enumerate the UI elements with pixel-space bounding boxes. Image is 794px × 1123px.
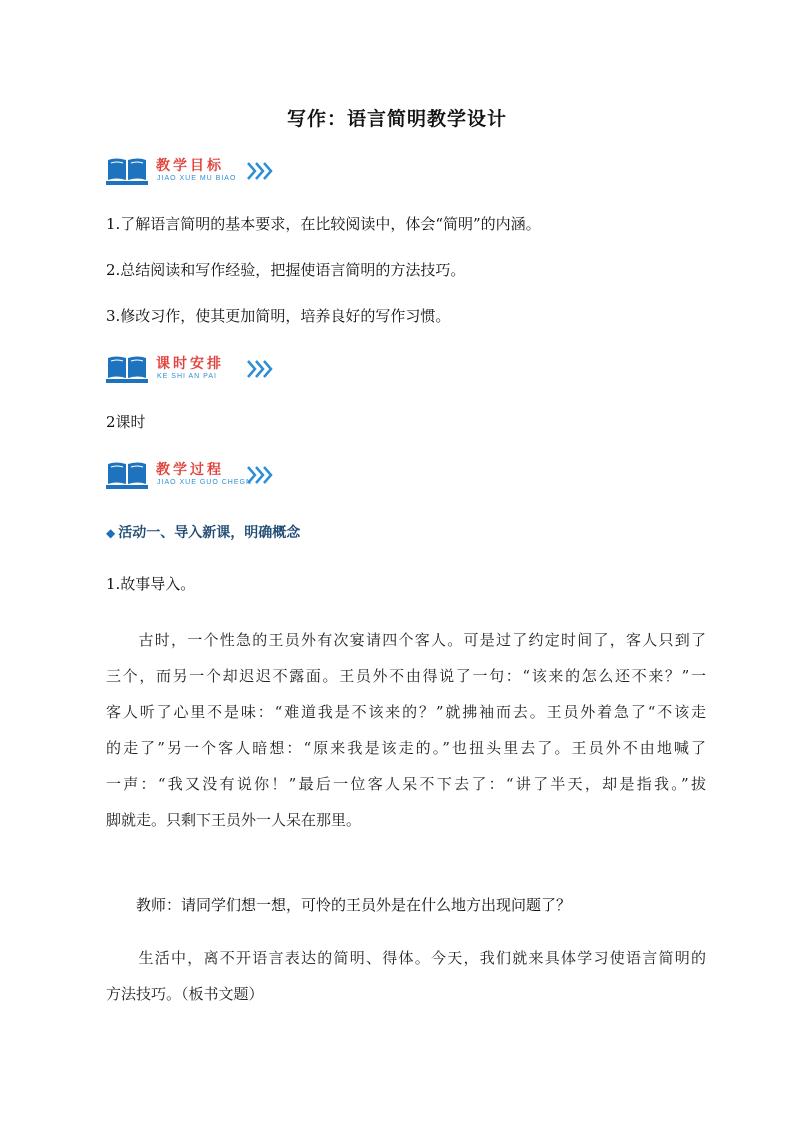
section-header-process — [106, 458, 276, 494]
open-book-icon — [106, 460, 148, 490]
story-line: 的走了”另一个客人暗想：“原来我是该走的。”也扭头里去了。王员外不由地喊了 — [106, 739, 706, 757]
page-title: 写作：语言简明教学设计 — [286, 108, 507, 130]
story-line: 三个，而另一个却迟迟不露面。王员外不由得说了一句：“该来的怎么还不来？”一 — [106, 667, 706, 685]
diamond-bullet-icon: ◆ — [106, 526, 116, 540]
open-book-icon — [106, 156, 148, 186]
story-paragraph — [106, 622, 706, 838]
section-header-schedule — [106, 352, 276, 388]
section-subtitle: JIAO XUE GUO CHEGN — [157, 479, 253, 486]
story-line: 客人听了心里不是味：“难道我是不该来的？”就拂袖而去。王员外着急了“不该走 — [106, 703, 706, 721]
story-line: 古时，一个性急的王员外有次宴请四个客人。可是过了约定时间了，客人只到了 — [106, 631, 706, 649]
teacher-question: 教师：请同学们想一想，可怜的王员外是在什么地方出现问题了？ — [106, 896, 572, 914]
section-subtitle: JIAO XUE MU BIAO — [157, 175, 237, 182]
closing-paragraph — [106, 940, 706, 1012]
section-title: 课时安排 — [156, 356, 224, 372]
closing-line: 生活中，离不开语言表达的简明、得体。今天，我们就来具体学习使语言简明的 — [106, 949, 706, 967]
goal-item: 3.修改习作，使其更加简明，培养良好的写作习惯。 — [106, 307, 451, 325]
step-heading: 1.故事导入。 — [106, 575, 196, 593]
chevron-right-icon — [246, 160, 274, 182]
open-book-icon — [106, 354, 148, 384]
closing-line: 方法技巧。（板书文题） — [106, 985, 264, 1003]
goal-item: 1.了解语言简明的基本要求，在比较阅读中，体会“简明”的内涵。 — [106, 215, 541, 233]
story-line: 一声：“我又没有说你！”最后一位客人呆不下去了：“讲了半天，却是指我。”拔 — [106, 775, 706, 793]
story-line: 脚就走。只剩下王员外一人呆在那里。 — [106, 811, 362, 829]
schedule-text: 2课时 — [106, 413, 146, 431]
activity-heading — [106, 522, 300, 542]
section-title: 教学目标 — [156, 158, 224, 174]
section-header-goals — [106, 154, 276, 190]
section-title: 教学过程 — [156, 462, 224, 478]
section-subtitle: KE SHI AN PAI — [157, 373, 217, 380]
chevron-right-icon — [246, 358, 274, 380]
activity-heading-text: 活动一、导入新课，明确概念 — [118, 525, 301, 541]
goal-item: 2.总结阅读和写作经验，把握使语言简明的方法技巧。 — [106, 261, 466, 279]
chevron-right-icon — [246, 464, 274, 486]
